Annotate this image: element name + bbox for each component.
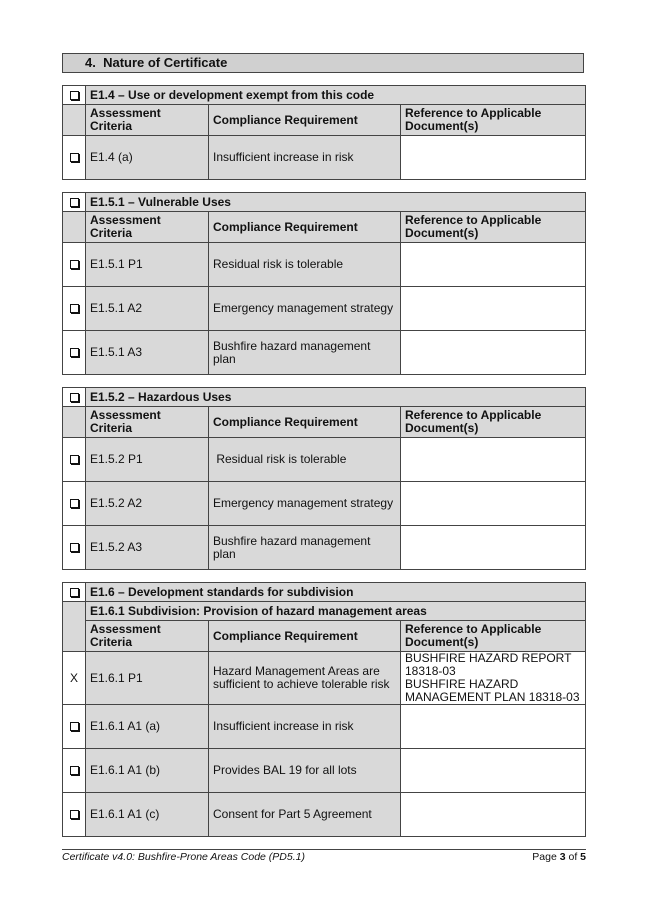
header-criteria: Assessment Criteria: [86, 621, 209, 652]
row-requirement: Consent for Part 5 Agreement: [209, 793, 401, 837]
checkbox-icon[interactable]: [70, 393, 79, 402]
section-title: Nature of Certificate: [103, 55, 228, 70]
row-reference[interactable]: [401, 136, 586, 180]
table-checkbox[interactable]: [63, 388, 86, 407]
row-criteria: E1.5.1 A3: [86, 331, 209, 375]
row-requirement: Residual risk is tolerable: [209, 438, 401, 482]
checkbox-icon[interactable]: [70, 588, 79, 597]
table-checkbox[interactable]: [63, 193, 86, 212]
header-blank: [63, 602, 86, 652]
row-criteria: E1.5.2 A3: [86, 526, 209, 570]
table-row: [63, 749, 586, 793]
row-mark[interactable]: X: [63, 652, 86, 705]
header-reference: Reference to Applicable Document(s): [401, 407, 586, 438]
row-criteria: E1.5.1 A2: [86, 287, 209, 331]
header-reference: Reference to Applicable Document(s): [401, 621, 586, 652]
page-current: 3: [559, 851, 566, 863]
header-reference: Reference to Applicable Document(s): [401, 212, 586, 243]
row-reference[interactable]: [401, 287, 586, 331]
checkbox-icon[interactable]: [70, 766, 79, 775]
table-title: E1.5.2 – Hazardous Uses: [86, 388, 586, 407]
row-requirement: Emergency management strategy: [209, 287, 401, 331]
row-criteria: E1.5.1 P1: [86, 243, 209, 287]
row-criteria: E1.6.1 A1 (b): [86, 749, 209, 793]
table-title: E1.5.1 – Vulnerable Uses: [86, 193, 586, 212]
table-row: [63, 331, 586, 375]
row-requirement: Insufficient increase in risk: [209, 705, 401, 749]
page-prefix: Page: [532, 851, 560, 863]
row-checkbox[interactable]: [63, 136, 86, 180]
checkbox-icon[interactable]: [70, 455, 79, 464]
row-criteria: E1.6.1 A1 (a): [86, 705, 209, 749]
table-row: [63, 243, 586, 287]
row-requirement: Provides BAL 19 for all lots: [209, 749, 401, 793]
row-reference[interactable]: [401, 482, 586, 526]
section-number: 4.: [85, 55, 96, 70]
table-row: [63, 482, 586, 526]
checkbox-icon[interactable]: [70, 499, 79, 508]
row-checkbox[interactable]: [63, 749, 86, 793]
footer-document-title: Certificate v4.0: Bushfire-Prone Areas Code (PD5.1): [62, 851, 305, 863]
row-reference[interactable]: [401, 331, 586, 375]
row-checkbox[interactable]: [63, 482, 86, 526]
table-row: [63, 705, 586, 749]
row-requirement: Bushfire hazard management plan: [209, 331, 401, 375]
header-reference: Reference to Applicable Document(s): [401, 105, 586, 136]
checkbox-icon[interactable]: [70, 348, 79, 357]
header-criteria: Assessment Criteria: [86, 105, 209, 136]
header-requirement: Compliance Requirement: [209, 621, 401, 652]
row-reference[interactable]: [401, 243, 586, 287]
footer-page-number: [532, 851, 586, 863]
row-reference[interactable]: [401, 749, 586, 793]
table-e1-6: [62, 582, 586, 837]
row-criteria: E1.6.1 A1 (c): [86, 793, 209, 837]
table-row: [63, 793, 586, 837]
table-e1-4: [62, 85, 586, 180]
row-checkbox[interactable]: [63, 793, 86, 837]
footer-divider: [62, 849, 586, 850]
checkbox-icon[interactable]: [70, 153, 79, 162]
table-e1-5-2: [62, 387, 586, 570]
checkbox-icon[interactable]: [70, 543, 79, 552]
row-requirement: Hazard Management Areas are sufficient to achieve tolerable risk: [209, 652, 401, 705]
row-checkbox[interactable]: [63, 705, 86, 749]
section-header: [62, 53, 584, 73]
table-row: [63, 438, 586, 482]
row-checkbox[interactable]: [63, 526, 86, 570]
table-checkbox[interactable]: [63, 86, 86, 105]
header-blank: [63, 212, 86, 243]
checkbox-icon[interactable]: [70, 198, 79, 207]
row-requirement: Emergency management strategy: [209, 482, 401, 526]
table-row: [63, 652, 586, 705]
row-reference[interactable]: [401, 705, 586, 749]
header-blank: [63, 105, 86, 136]
table-row: [63, 526, 586, 570]
table-title: E1.4 – Use or development exempt from this code: [86, 86, 586, 105]
header-criteria: Assessment Criteria: [86, 212, 209, 243]
row-checkbox[interactable]: [63, 287, 86, 331]
row-requirement: Insufficient increase in risk: [209, 136, 401, 180]
checkbox-icon[interactable]: [70, 260, 79, 269]
row-reference[interactable]: [401, 438, 586, 482]
header-requirement: Compliance Requirement: [209, 105, 401, 136]
table-row: [63, 287, 586, 331]
checkbox-icon[interactable]: [70, 810, 79, 819]
row-reference[interactable]: [401, 526, 586, 570]
table-title: E1.6 – Development standards for subdivision: [86, 583, 586, 602]
row-criteria: E1.5.2 A2: [86, 482, 209, 526]
checkbox-icon[interactable]: [70, 304, 79, 313]
table-checkbox[interactable]: [63, 583, 86, 602]
row-checkbox[interactable]: [63, 438, 86, 482]
table-row: [63, 136, 586, 180]
row-checkbox[interactable]: [63, 243, 86, 287]
page-total: 5: [580, 851, 586, 863]
row-criteria: E1.6.1 P1: [86, 652, 209, 705]
row-requirement: Bushfire hazard management plan: [209, 526, 401, 570]
row-checkbox[interactable]: [63, 331, 86, 375]
page-sep: of: [565, 851, 581, 863]
header-requirement: Compliance Requirement: [209, 212, 401, 243]
row-criteria: E1.5.2 P1: [86, 438, 209, 482]
row-requirement: Residual risk is tolerable: [209, 243, 401, 287]
table-e1-5-1: [62, 192, 586, 375]
table-subtitle: E1.6.1 Subdivision: Provision of hazard management areas: [86, 602, 586, 621]
row-criteria: E1.4 (a): [86, 136, 209, 180]
row-reference[interactable]: BUSHFIRE HAZARD REPORT 18318-03 BUSHFIRE HAZARD MANAGEMENT PLAN 18318-03: [401, 652, 586, 705]
header-blank: [63, 407, 86, 438]
row-reference[interactable]: [401, 793, 586, 837]
checkbox-icon[interactable]: [70, 91, 79, 100]
checkbox-icon[interactable]: [70, 722, 79, 731]
header-requirement: Compliance Requirement: [209, 407, 401, 438]
header-criteria: Assessment Criteria: [86, 407, 209, 438]
